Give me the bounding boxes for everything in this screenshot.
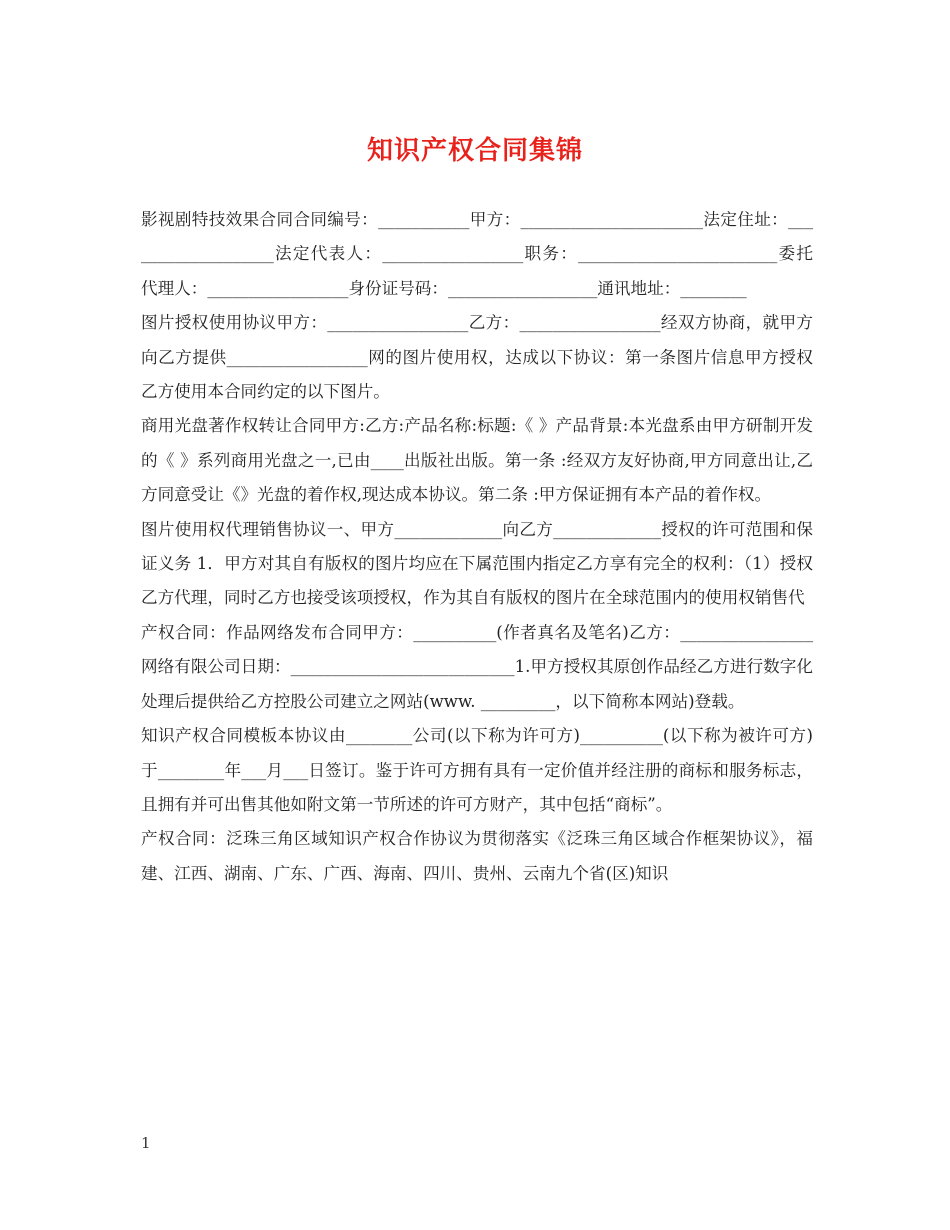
paragraph-film-effects-contract: 影视剧特技效果合同合同编号：___________甲方：______________________法定住址：___________________法定代表人：_________________职务：________________________委托代理人：_________________身份证号码：__________________通讯地址：________: [141, 210, 813, 298]
paragraph-ip-contract-template: 知识产权合同模板本协议由________公司(以下称为许可方)__________(以下称为被许可方)于________年___月___日签订。鉴于许可方拥有具有一定价值并经注册的商标和服务标志，且拥有并可出售其他如附文第一节所述的许可方财产，其中包括“商标”。: [141, 726, 813, 814]
paragraph-pan-pearl-delta-cooperation: 产权合同：泛珠三角区域知识产权合作协议为贯彻落实《泛珠三角区域合作框架协议》，福建、江西、湖南、广东、广西、海南、四川、贵州、云南九个省(区)知识: [141, 829, 813, 883]
paragraph-cd-copyright-transfer: 商用光盘著作权转让合同甲方:乙方:产品名称:标题:《 》产品背景:本光盘系由甲方研制开发的《 》系列商用光盘之一,已由____出版社出版。第一条 :经双方友好协商,甲方同意出让,乙方同意受让《》光盘的着作权,现达成本协议。第二条 :甲方保证拥有本产品的着作权。: [141, 416, 813, 505]
paragraph-image-license-agreement: 图片授权使用协议甲方：_________________乙方：_________________经双方协商，就甲方向乙方提供_________________网的图片使用权，达成以下协议：第一条图片信息甲方授权乙方使用本合同约定的以下图片。: [141, 313, 813, 402]
paragraph-image-sales-agency: 图片使用权代理销售协议一、甲方_____________向乙方_____________授权的许可范围和保证义务 1．甲方对其自有版权的图片均应在下属范围内指定乙方享有完全的权利：（1）授权乙方代理，同时乙方也接受该项授权，作为其自有版权的图片在全球范围内的使用权销售代: [141, 519, 813, 608]
paragraph-online-publishing-contract: 产权合同：作品网络发布合同甲方：__________(作者真名及笔名)乙方：________________网络有限公司日期：___________________________1.甲方授权其原创作品经乙方进行数字化处理后提供给乙方控股公司建立之网站(www. _________，以下简称本网站)登载。: [141, 622, 813, 711]
document-title: 知识产权合同集锦: [366, 136, 583, 166]
document-body: [141, 203, 813, 891]
page-number: 1: [141, 1134, 151, 1152]
